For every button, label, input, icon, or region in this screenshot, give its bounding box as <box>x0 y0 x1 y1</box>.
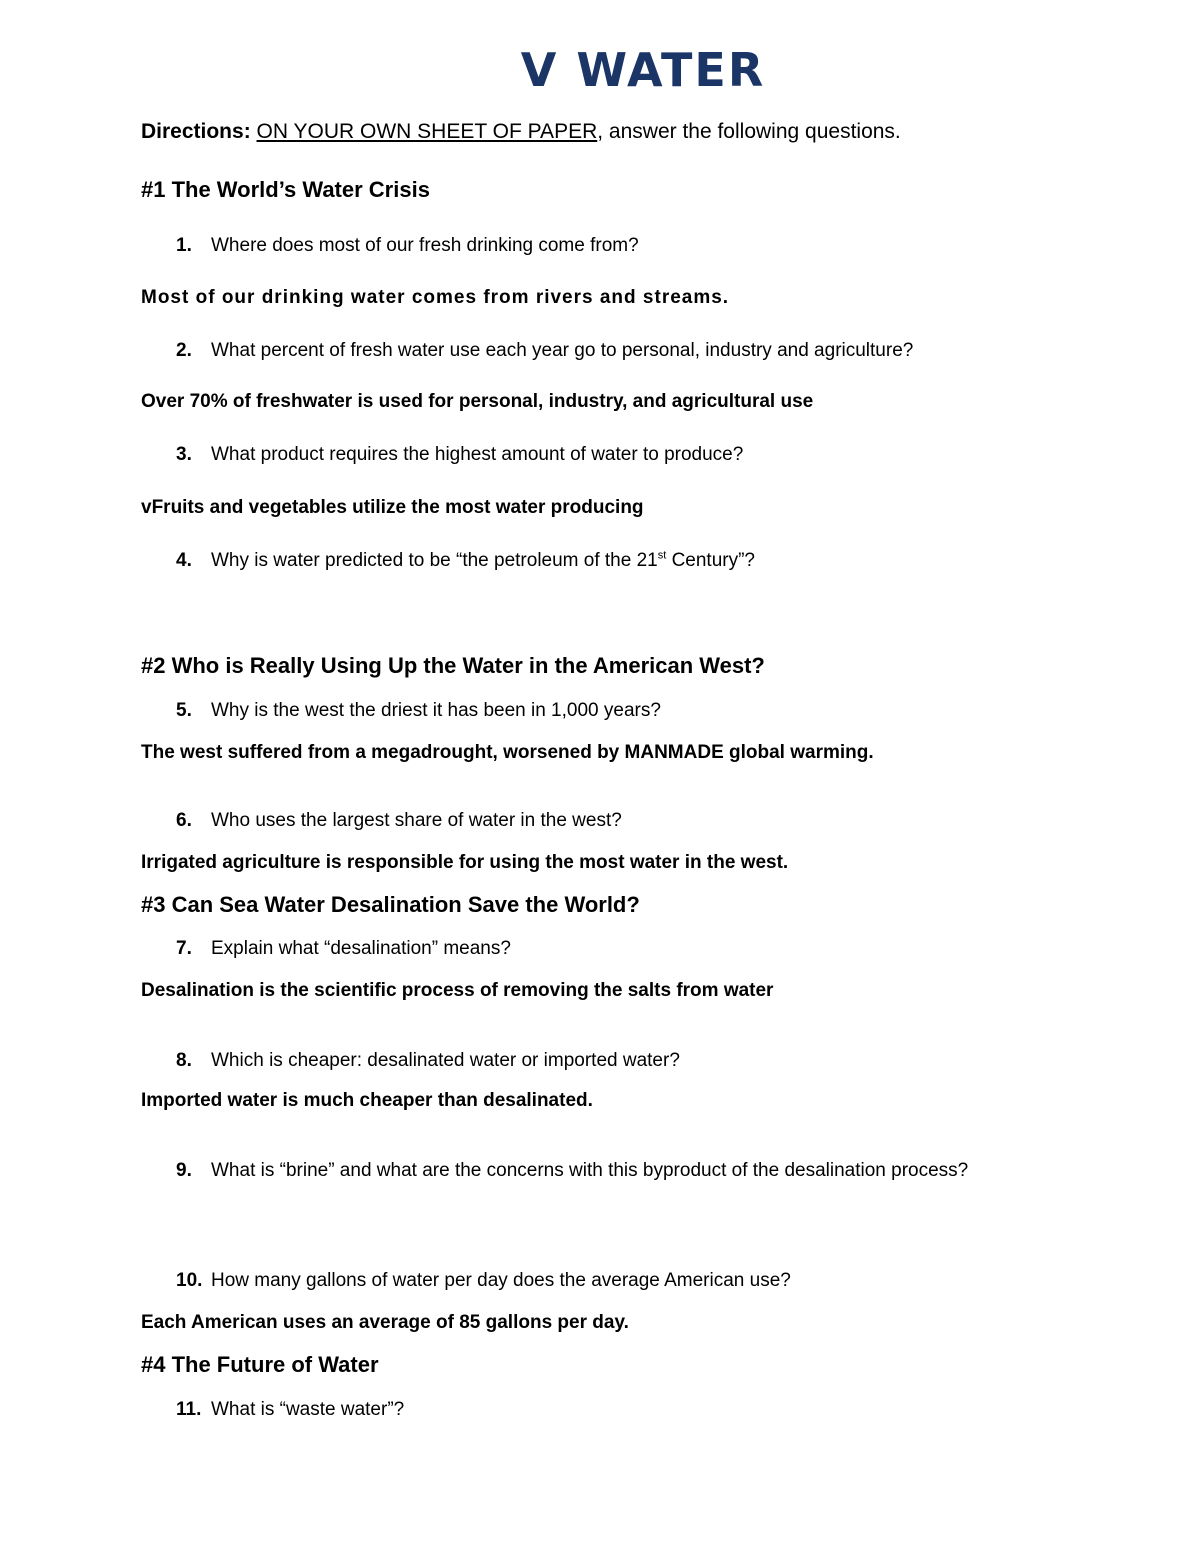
answer-2: Over 70% of freshwater is used for personal, industry, and agricultural use <box>141 391 814 412</box>
question-number: 5. <box>176 700 192 721</box>
question-number: 1. <box>176 235 192 256</box>
question-6 <box>176 809 622 833</box>
question-text: What is “brine” and what are the concerns with this byproduct of the desalination process? <box>211 1160 969 1181</box>
page-title: V WATER <box>520 43 766 97</box>
question-8 <box>176 1049 680 1073</box>
answer-7: Desalination is the scientific process of removing the salts from water <box>141 980 774 1001</box>
question-11 <box>176 1398 404 1422</box>
question-number: 7. <box>176 938 192 959</box>
question-2 <box>176 339 913 363</box>
question-9 <box>176 1159 968 1183</box>
directions <box>141 120 901 144</box>
directions-label: Directions: <box>141 120 251 143</box>
section-heading-2: #2 Who is Really Using Up the Water in the American West? <box>141 653 765 678</box>
question-text: Who uses the largest share of water in the west? <box>211 810 622 831</box>
question-number: 4. <box>176 550 192 571</box>
question-number: 10. <box>176 1270 203 1291</box>
question-text: Explain what “desalination” means? <box>211 938 511 959</box>
section-heading-1: #1 The World’s Water Crisis <box>141 177 430 202</box>
question-text: What percent of fresh water use each year go to personal, industry and agriculture? <box>211 340 914 361</box>
question-text: Which is cheaper: desalinated water or imported water? <box>211 1050 680 1071</box>
question-3 <box>176 443 743 467</box>
question-7 <box>176 937 511 961</box>
question-10 <box>176 1269 791 1293</box>
question-1 <box>176 234 639 258</box>
directions-emphasis: ON YOUR OWN SHEET OF PAPER <box>256 120 598 143</box>
answer-1: Most of our drinking water comes from rivers and streams. <box>141 287 730 308</box>
question-text-end: Century”? <box>666 550 755 571</box>
question-text: What is “waste water”? <box>211 1399 405 1420</box>
answer-8: Imported water is much cheaper than desalinated. <box>141 1090 593 1111</box>
question-4 <box>176 549 755 573</box>
question-text: Why is the west the driest it has been in 1,000 years? <box>211 700 661 721</box>
question-text: Where does most of our fresh drinking come from? <box>211 235 639 256</box>
answer-10: Each American uses an average of 85 gallons per day. <box>141 1312 629 1333</box>
answer-5: The west suffered from a megadrought, worsened by MANMADE global warming. <box>141 742 874 763</box>
superscript: st <box>657 549 667 562</box>
question-number: 6. <box>176 810 192 831</box>
question-number: 8. <box>176 1050 192 1071</box>
question-number: 2. <box>176 340 192 361</box>
question-number: 9. <box>176 1160 192 1181</box>
question-5 <box>176 699 661 723</box>
question-number: 3. <box>176 444 192 465</box>
section-heading-4: #4 The Future of Water <box>141 1352 379 1377</box>
section-heading-3: #3 Can Sea Water Desalination Save the World? <box>141 892 640 917</box>
question-text: How many gallons of water per day does the average American use? <box>211 1270 791 1291</box>
question-text: Why is water predicted to be “the petroleum of the 21 <box>211 550 658 571</box>
answer-3: vFruits and vegetables utilize the most water producing <box>141 497 644 518</box>
question-number: 11. <box>176 1399 202 1420</box>
answer-6: Irrigated agriculture is responsible for using the most water in the west. <box>141 852 789 873</box>
question-text: What product requires the highest amount of water to produce? <box>211 444 744 465</box>
directions-text: , answer the following questions. <box>597 120 901 143</box>
